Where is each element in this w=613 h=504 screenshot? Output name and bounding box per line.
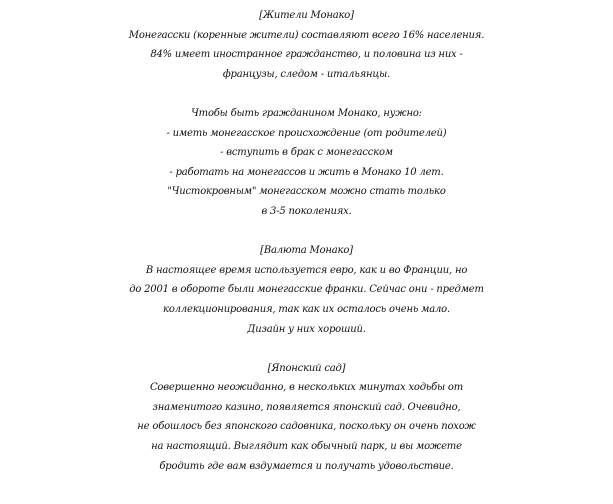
paragraph-gap <box>0 84 613 104</box>
document-text <box>0 6 613 476</box>
text-line: - работать на монегассов и жить в Монако 10 лет. <box>169 166 444 178</box>
paragraph-gap <box>0 339 613 359</box>
text-line: 84% имеет иностранное гражданство, и половина из них - <box>150 49 463 61</box>
text-line: Дизайн у них хороший. <box>247 323 366 335</box>
text-line: в 3-5 поколениях. <box>261 205 352 217</box>
section-heading-japanese-garden: [Японский сад] <box>267 362 346 374</box>
text-line: знаменитого казино, появляется японский сад. Очевидно, <box>152 401 461 413</box>
section-heading-citizenship: Чтобы быть гражданином Монако, нужно: <box>191 107 422 119</box>
text-line: "Чистокровным" монегасском можно стать только <box>167 186 446 198</box>
text-line: Совершенно неожиданно, в нескольких минутах ходьбы от <box>149 382 464 394</box>
text-line: - иметь монегасское происхождение (от родителей) <box>166 127 447 139</box>
section-heading-residents: [Жители Монако] <box>259 10 354 21</box>
section-citizenship <box>0 104 613 222</box>
section-currency <box>0 241 613 339</box>
text-line: - вступить в брак с монегасском <box>220 147 393 159</box>
text-line: В настоящее время используется евро, как и во Франции, но <box>145 264 468 276</box>
text-line: бродить где вам вздумается и получать удовольствие. <box>159 460 454 472</box>
text-line: не обошлось без японского садовника, поскольку он очень похож <box>137 421 476 433</box>
text-line: коллекционирования, так как их осталось очень мало. <box>163 303 450 315</box>
text-line: до 2001 в обороте были монегасские франки. Сейчас они - предмет <box>129 284 484 296</box>
text-line: на настоящий. Выглядит как обычный парк, и вы можете <box>151 441 462 453</box>
section-residents <box>0 6 613 84</box>
section-japanese-garden <box>0 359 613 477</box>
text-line: Монегасски (коренные жители) составляют всего 16% населения. <box>128 29 485 41</box>
paragraph-gap <box>0 222 613 242</box>
text-line: французы, следом - итальянцы. <box>222 68 391 80</box>
section-heading-currency: [Валюта Монако] <box>260 245 353 257</box>
